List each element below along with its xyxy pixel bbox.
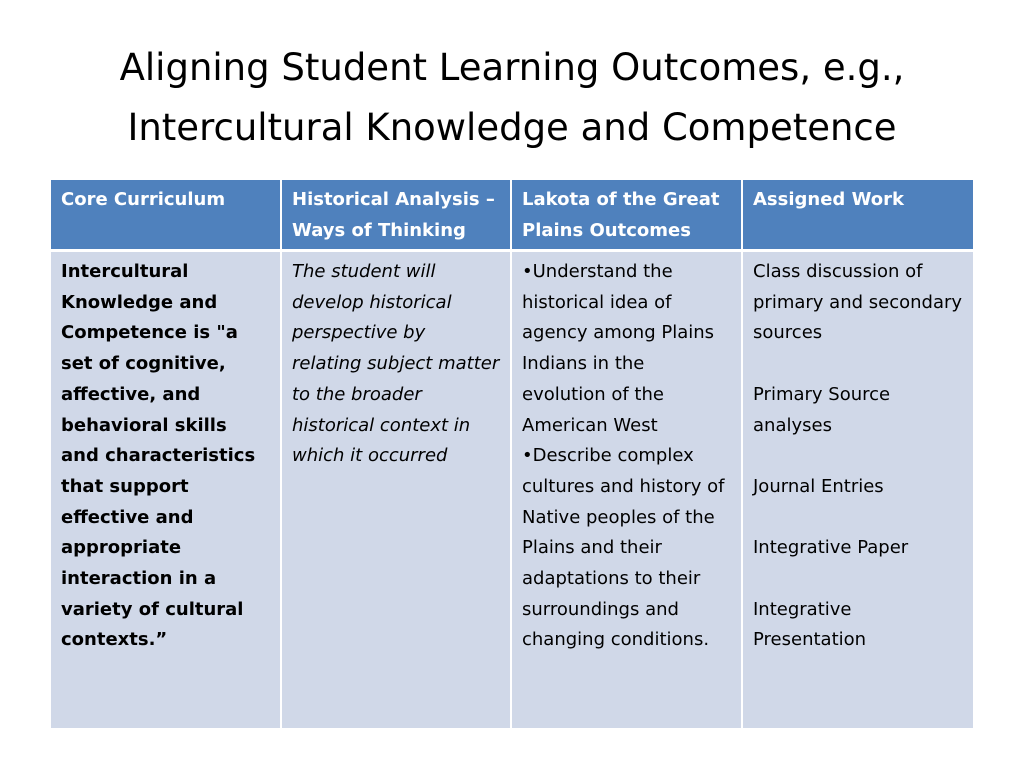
- assigned-work-item: Primary Source analyses: [753, 383, 891, 436]
- assigned-work-item: Journal Entries: [753, 475, 884, 497]
- lakota-outcome-item: •Understand the historical idea of agency among Plains Indians in the evolution of the American West: [522, 261, 715, 436]
- slide-title-line-1: Aligning Student Learning Outcomes, e.g.,: [119, 46, 905, 89]
- table-row: [51, 251, 973, 729]
- lakota-outcome-item: •Describe complex cultures and history of Native peoples of the Plains and their adaptations to their surroundings and changing conditions.: [522, 445, 725, 651]
- outcomes-table: [51, 180, 973, 728]
- assigned-work-item: Integrative Presentation: [753, 598, 867, 651]
- cell-historical-analysis: The student will develop historical perspective by relating subject matter to the broader historical context in which it occurred: [281, 251, 511, 729]
- header-lakota-outcomes: Lakota of the Great Plains Outcomes: [511, 180, 742, 251]
- assigned-work-item: Class discussion of primary and secondary sources: [753, 261, 963, 344]
- header-core-curriculum: Core Curriculum: [51, 180, 281, 251]
- slide-title: [40, 38, 984, 158]
- assigned-work-item: Integrative Paper: [753, 537, 909, 559]
- header-historical-analysis: Historical Analysis –Ways of Thinking: [281, 180, 511, 251]
- table-header-row: [51, 180, 973, 251]
- slide-title-line-2: Intercultural Knowledge and Competence: [127, 106, 897, 149]
- cell-lakota-outcomes: [511, 251, 742, 729]
- cell-assigned-work: [742, 251, 973, 729]
- cell-core-curriculum: Intercultural Knowledge and Competence is "a set of cognitive, affective, and behavioral skills and characteristics that support effective and appropriate interaction in a variety of cultural contexts.”: [51, 251, 281, 729]
- header-assigned-work: Assigned Work: [742, 180, 973, 251]
